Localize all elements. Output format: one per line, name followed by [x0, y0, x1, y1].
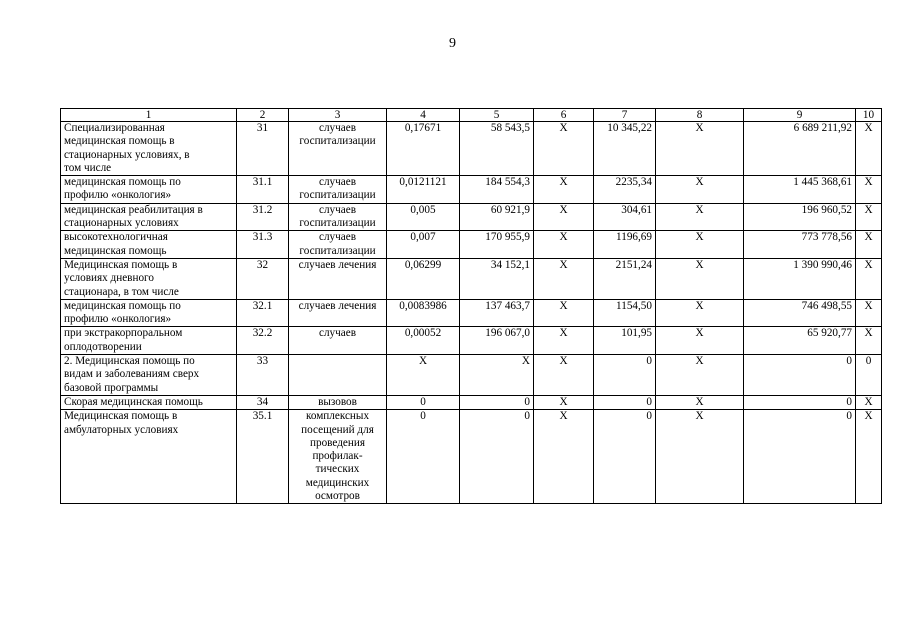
- row-col7-cell: 1196,69: [594, 231, 656, 259]
- row-norm-cell: 0,06299: [387, 258, 460, 299]
- row-code-cell: 32.2: [237, 327, 289, 355]
- row-col10-cell: Х: [856, 327, 882, 355]
- row-norm-cell: 0,0121121: [387, 176, 460, 204]
- row-col8-cell: Х: [656, 122, 744, 176]
- row-col9-cell: 746 498,55: [744, 299, 856, 327]
- row-col7-cell: 0: [594, 410, 656, 504]
- row-col8-cell: Х: [656, 327, 744, 355]
- row-name-cell: при экстракорпоральном оплодотворении: [61, 327, 237, 355]
- table-row: [61, 410, 882, 504]
- row-unit-cell: случаев госпитализации: [289, 122, 387, 176]
- table-row: [61, 327, 882, 355]
- row-col6-cell: Х: [534, 176, 594, 204]
- row-col9-cell: 0: [744, 355, 856, 396]
- row-col9-cell: 0: [744, 395, 856, 409]
- row-norm-cell: 0,0083986: [387, 299, 460, 327]
- column-header: 7: [594, 109, 656, 122]
- column-header: 9: [744, 109, 856, 122]
- row-col6-cell: Х: [534, 122, 594, 176]
- row-col8-cell: Х: [656, 355, 744, 396]
- column-header: 2: [237, 109, 289, 122]
- row-code-cell: 35.1: [237, 410, 289, 504]
- row-col9-cell: 196 960,52: [744, 203, 856, 231]
- table-row: [61, 231, 882, 259]
- row-col10-cell: Х: [856, 299, 882, 327]
- row-unit-cell: случаев лечения: [289, 299, 387, 327]
- row-code-cell: 31: [237, 122, 289, 176]
- row-col6-cell: Х: [534, 299, 594, 327]
- row-col9-cell: 6 689 211,92: [744, 122, 856, 176]
- row-cost-cell: 196 067,0: [460, 327, 534, 355]
- row-name-cell: медицинская реабилитация в стационарных условиях: [61, 203, 237, 231]
- row-unit-cell: [289, 355, 387, 396]
- row-col10-cell: 0: [856, 355, 882, 396]
- row-unit-cell: случаев госпитализации: [289, 203, 387, 231]
- row-code-cell: 31.3: [237, 231, 289, 259]
- row-col9-cell: 1 390 990,46: [744, 258, 856, 299]
- table-row: [61, 355, 882, 396]
- row-col10-cell: Х: [856, 176, 882, 204]
- row-norm-cell: 0: [387, 395, 460, 409]
- row-col9-cell: 65 920,77: [744, 327, 856, 355]
- table-row: [61, 395, 882, 409]
- row-unit-cell: случаев: [289, 327, 387, 355]
- row-code-cell: 34: [237, 395, 289, 409]
- data-table: [60, 108, 882, 504]
- row-cost-cell: 0: [460, 410, 534, 504]
- row-code-cell: 31.2: [237, 203, 289, 231]
- row-norm-cell: 0,00052: [387, 327, 460, 355]
- row-col6-cell: Х: [534, 327, 594, 355]
- row-col6-cell: Х: [534, 355, 594, 396]
- row-name-cell: медицинская помощь по профилю «онкология»: [61, 176, 237, 204]
- row-col6-cell: Х: [534, 231, 594, 259]
- table-row: [61, 258, 882, 299]
- row-name-cell: медицинская помощь по профилю «онкология»: [61, 299, 237, 327]
- column-number-row: [61, 109, 882, 122]
- row-name-cell: высокотехнологичная медицинская помощь: [61, 231, 237, 259]
- row-col8-cell: Х: [656, 258, 744, 299]
- row-col6-cell: Х: [534, 395, 594, 409]
- row-col6-cell: Х: [534, 258, 594, 299]
- row-cost-cell: Х: [460, 355, 534, 396]
- table-row: [61, 203, 882, 231]
- row-cost-cell: 184 554,3: [460, 176, 534, 204]
- row-cost-cell: 34 152,1: [460, 258, 534, 299]
- row-col7-cell: 2235,34: [594, 176, 656, 204]
- column-header: 4: [387, 109, 460, 122]
- row-norm-cell: 0,005: [387, 203, 460, 231]
- row-col9-cell: 1 445 368,61: [744, 176, 856, 204]
- row-col10-cell: Х: [856, 231, 882, 259]
- row-col8-cell: Х: [656, 203, 744, 231]
- row-unit-cell: вызовов: [289, 395, 387, 409]
- row-code-cell: 31.1: [237, 176, 289, 204]
- row-code-cell: 33: [237, 355, 289, 396]
- column-header: 6: [534, 109, 594, 122]
- row-cost-cell: 60 921,9: [460, 203, 534, 231]
- row-col10-cell: Х: [856, 258, 882, 299]
- row-norm-cell: Х: [387, 355, 460, 396]
- row-col10-cell: Х: [856, 395, 882, 409]
- row-col8-cell: Х: [656, 176, 744, 204]
- row-code-cell: 32.1: [237, 299, 289, 327]
- row-col8-cell: Х: [656, 410, 744, 504]
- column-header: 5: [460, 109, 534, 122]
- row-unit-cell: случаев госпитализации: [289, 231, 387, 259]
- table-row: [61, 176, 882, 204]
- row-col7-cell: 0: [594, 355, 656, 396]
- row-name-cell: Специализированная медицинская помощь в стационарных условиях, в том числе: [61, 122, 237, 176]
- row-col7-cell: 10 345,22: [594, 122, 656, 176]
- row-name-cell: 2. Медицинская помощь по видам и заболеваниям сверх базовой программы: [61, 355, 237, 396]
- row-name-cell: Медицинская помощь в амбулаторных условиях: [61, 410, 237, 504]
- row-col7-cell: 304,61: [594, 203, 656, 231]
- row-col9-cell: 773 778,56: [744, 231, 856, 259]
- row-col7-cell: 101,95: [594, 327, 656, 355]
- row-col9-cell: 0: [744, 410, 856, 504]
- column-header: 8: [656, 109, 744, 122]
- row-col7-cell: 1154,50: [594, 299, 656, 327]
- row-unit-cell: комплексных посещений для проведения профилак- тических медицинских осмотров: [289, 410, 387, 504]
- row-norm-cell: 0: [387, 410, 460, 504]
- row-unit-cell: случаев лечения: [289, 258, 387, 299]
- row-cost-cell: 170 955,9: [460, 231, 534, 259]
- column-header: 1: [61, 109, 237, 122]
- row-col8-cell: Х: [656, 231, 744, 259]
- row-col6-cell: Х: [534, 410, 594, 504]
- row-col6-cell: Х: [534, 203, 594, 231]
- row-cost-cell: 58 543,5: [460, 122, 534, 176]
- row-col10-cell: Х: [856, 410, 882, 504]
- row-col7-cell: 2151,24: [594, 258, 656, 299]
- row-cost-cell: 137 463,7: [460, 299, 534, 327]
- page-number: 9: [449, 36, 456, 51]
- row-cost-cell: 0: [460, 395, 534, 409]
- row-col7-cell: 0: [594, 395, 656, 409]
- row-code-cell: 32: [237, 258, 289, 299]
- row-norm-cell: 0,17671: [387, 122, 460, 176]
- row-col10-cell: Х: [856, 122, 882, 176]
- row-name-cell: Медицинская помощь в условиях дневного стационара, в том числе: [61, 258, 237, 299]
- row-col8-cell: Х: [656, 395, 744, 409]
- row-unit-cell: случаев госпитализации: [289, 176, 387, 204]
- row-col10-cell: Х: [856, 203, 882, 231]
- row-col8-cell: Х: [656, 299, 744, 327]
- table-row: [61, 122, 882, 176]
- table-row: [61, 299, 882, 327]
- row-norm-cell: 0,007: [387, 231, 460, 259]
- column-header: 10: [856, 109, 882, 122]
- column-header: 3: [289, 109, 387, 122]
- row-name-cell: Скорая медицинская помощь: [61, 395, 237, 409]
